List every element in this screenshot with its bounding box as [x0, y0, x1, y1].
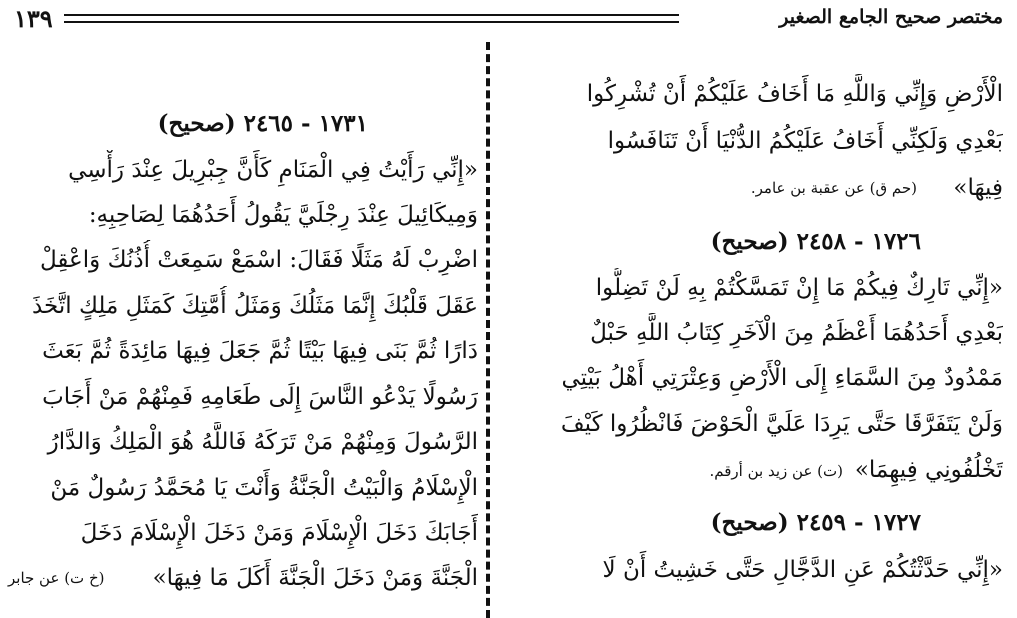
text-line: بَعْدِي وَلَكِنِّي أَخَافُ عَلَيْكُمُ الدُّنْيَا أَنْ تَنَافَسُوا: [607, 128, 1003, 154]
text-line: دَارًا ثُمَّ بَنَى فِيهَا بَيْتًا ثُمَّ جَعَلَ فِيهَا مَائِدَةً ثُمَّ بَعَثَ: [42, 338, 478, 364]
text-line: الْجَنَّةَ وَمَنْ دَخَلَ الْجَنَّةَ أَكَلَ مَا فِيهَا»: [152, 565, 478, 591]
hadith-heading: ١٧٢٧ - ٢٤٥٩ (صحيح): [710, 509, 921, 536]
text-line: رَسُولًا يَدْعُو النَّاسَ إِلَى طَعَامِهِ فَمِنْهُمْ مَنْ أَجَابَ: [42, 384, 478, 410]
hadith-heading: ١٧٣١ - ٢٤٦٥ (صحيح): [157, 110, 368, 137]
page-number: ١٣٩: [14, 4, 53, 33]
text-line: الرَّسُولَ وَمِنْهُمْ مَنْ تَرَكَهُ فَاللَّهُ هُوَ الْمَلِكُ وَالدَّارُ: [47, 429, 478, 455]
hadith-heading: ١٧٢٦ - ٢٤٥٨ (صحيح): [710, 228, 921, 255]
book-title: مختصر صحيح الجامع الصغير: [779, 6, 1003, 28]
text-line: تَخْلُفُونِي فِيهِمَا»: [854, 457, 1003, 483]
text-line: وَمِيكَائِيلَ عِنْدَ رِجْلَيَّ يَقُولُ أَحَدُهُمَا لِصَاحِبِهِ:: [88, 202, 478, 228]
text-line: فِيهَا»: [953, 175, 1003, 201]
header-rule: [64, 14, 679, 23]
text-line: الْأَرْضِ وَإِنِّي وَاللَّهِ مَا أَخَافُ عَلَيْكُمْ أَنْ تُشْرِكُوا: [586, 81, 1003, 107]
hadith-source: (ت) عن زيد بن أرقم.: [709, 462, 843, 480]
text-line: أَجَابَكَ دَخَلَ الْإِسْلَامَ وَمَنْ دَخَلَ الْإِسْلَامَ دَخَلَ: [80, 520, 478, 546]
text-line: «إِنِّي رَأَيْتُ فِي الْمَنَامِ كَأَنَّ جِبْرِيلَ عِنْدَ رَأْسِي: [68, 157, 478, 183]
hadith-source: (خ ت) عن جابر: [8, 569, 105, 587]
text-line: «إِنِّي حَدَّثْتُكُمْ عَنِ الدَّجَّالِ حَتَّى خَشِيتُ أَنْ لَا: [602, 557, 1003, 583]
text-line: وَلَنْ يَتَفَرَّقَا حَتَّى يَرِدَا عَلَيَّ الْحَوْضَ فَانْظُرُوا كَيْفَ: [560, 411, 1003, 437]
text-line: «إِنِّي تَارِكٌ فِيكُمْ مَا إِنْ تَمَسَّكْتُمْ بِهِ لَنْ تَضِلُّوا: [595, 275, 1003, 301]
text-line: مَمْدُودٌ مِنَ السَّمَاءِ إِلَى الْأَرْضِ وَعِتْرَتِي أَهْلُ بَيْتِي: [561, 365, 1003, 391]
text-line: اضْرِبْ لَهُ مَثَلًا فَقَالَ: اسْمَعْ سَمِعَتْ أُذُنُكَ وَاعْقِلْ: [40, 247, 478, 273]
text-line: بَعْدِي أَحَدُهُمَا أَعْظَمُ مِنَ الْآخَرِ كِتَابُ اللَّهِ حَبْلٌ: [590, 320, 1003, 346]
text-line: الْإِسْلَامُ وَالْبَيْتُ الْجَنَّةُ وَأَنْتَ يَا مُحَمَّدُ رَسُولٌ مَنْ: [50, 475, 478, 501]
text-line: عَقَلَ قَلْبُكَ إِنَّمَا مَثَلُكَ وَمَثَلُ أُمَّتِكَ كَمَثَلِ مَلِكٍ اتَّخَذَ: [31, 293, 478, 319]
hadith-source: (حم ق) عن عقبة بن عامر.: [750, 179, 917, 197]
column-divider: [486, 42, 490, 618]
